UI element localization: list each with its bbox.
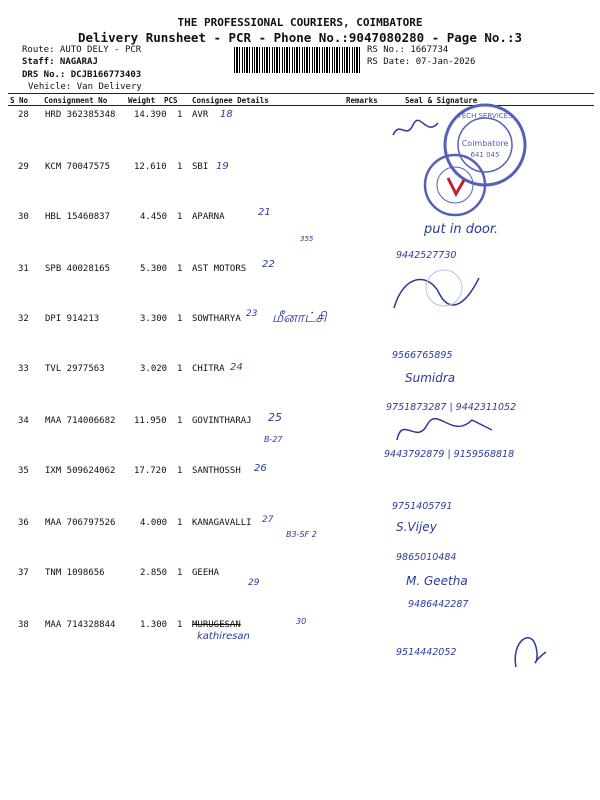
consignee: AVR <box>192 110 209 120</box>
sno: 28 <box>18 110 29 120</box>
consignee: APARNA <box>192 212 225 222</box>
signature-text: Sumidra <box>405 371 456 385</box>
phone-handwritten: 9442527730 <box>396 250 457 261</box>
weight: 11.950 <box>134 416 167 426</box>
consignment-no: TNM 1098656 <box>45 568 105 578</box>
handwritten-number: 30 <box>296 617 307 626</box>
consignment-no: TVL 2977563 <box>45 364 105 374</box>
phone-handwritten: 9865010484 <box>396 552 457 563</box>
rs-date: RS Date: 07-Jan-2026 <box>367 57 476 67</box>
weight: 12.610 <box>134 162 167 172</box>
pcs: 1 <box>177 416 183 426</box>
sno: 33 <box>18 364 29 374</box>
stamp-faded <box>384 268 484 316</box>
signature-text: M. Geetha <box>406 574 468 588</box>
stamp-text-city: Coimbatore <box>461 139 509 148</box>
pcs: 1 <box>177 466 183 476</box>
weight: 14.390 <box>134 110 167 120</box>
weight: 2.850 <box>140 568 168 578</box>
weight: 3.300 <box>140 314 168 324</box>
phone-handwritten: 9443792879 | 9159568818 <box>384 449 515 460</box>
pcs: 1 <box>177 364 183 374</box>
handwritten-number: 22 <box>262 259 275 270</box>
phone-handwritten: 9751405791 <box>392 501 453 512</box>
consignee: GEEHA <box>192 568 220 578</box>
drs-label: DRS No.: DCJB166773403 <box>22 70 142 80</box>
handwritten-number: 27 <box>262 515 274 525</box>
handwritten-remark: put in door. <box>424 222 499 237</box>
sno: 36 <box>18 518 29 528</box>
consignment-no: MAA 706797526 <box>45 518 116 528</box>
phone-handwritten: 9566765895 <box>392 350 453 361</box>
handwritten-number: 21 <box>258 207 271 218</box>
header-rule-top <box>8 93 594 94</box>
barcode <box>234 47 362 73</box>
handwritten-number: 25 <box>268 411 282 424</box>
pcs: 1 <box>177 568 183 578</box>
pcs: 1 <box>177 314 183 324</box>
weight: 4.000 <box>140 518 168 528</box>
handwritten-tamil: மீனாட்சி <box>272 310 327 326</box>
consignment-no: DPI 914213 <box>45 314 100 324</box>
weight: 3.020 <box>140 364 168 374</box>
vehicle-label: Vehicle: Van Delivery <box>28 82 142 92</box>
consignment-no: HBL 15460837 <box>45 212 111 222</box>
rs-number: RS No.: 1667734 <box>367 45 449 55</box>
pcs: 1 <box>177 518 183 528</box>
consignee: GOVINTHARAJ <box>192 416 252 426</box>
sno: 29 <box>18 162 29 172</box>
sno: 37 <box>18 568 29 578</box>
consignment-no: IXM 509624062 <box>45 466 116 476</box>
sno: 32 <box>18 314 29 324</box>
pcs: 1 <box>177 620 183 630</box>
handwritten-number: 26 <box>254 463 267 474</box>
company-title: THE PROFESSIONAL COURIERS, COIMBATORE <box>177 16 423 29</box>
stamp-text-pin: 641 045 <box>470 151 500 159</box>
runsheet-subtitle: Delivery Runsheet - PCR - Phone No.:9047080280 - Page No.:3 <box>77 30 522 45</box>
handwritten-number: 19 <box>216 161 229 172</box>
consignment-no: SPB 40028165 <box>45 264 111 274</box>
sno: 30 <box>18 212 29 222</box>
signature-scribble <box>388 115 448 145</box>
phone-handwritten: 9751873287 | 9442311052 <box>386 402 517 413</box>
sno: 31 <box>18 264 29 274</box>
consignment-no: MAA 714328844 <box>45 620 116 630</box>
weight: 5.300 <box>140 264 168 274</box>
consignment-no: HRD 362385348 <box>45 110 116 120</box>
pcs: 1 <box>177 212 183 222</box>
handwritten-number: 29 <box>248 578 260 588</box>
phone-handwritten: 9486442287 <box>408 599 469 610</box>
staff-label: Staff: NAGARAJ <box>22 57 98 67</box>
col-weight: Weight <box>128 96 156 105</box>
weight: 17.720 <box>134 466 167 476</box>
weight: 1.300 <box>140 620 168 630</box>
pcs: 1 <box>177 110 183 120</box>
sno: 38 <box>18 620 29 630</box>
stamp-text-top: TECH SERVICES <box>457 112 513 120</box>
weight: 4.450 <box>140 212 168 222</box>
signature-text: S.Vijey <box>396 520 437 534</box>
col-consignee: Consignee Details <box>192 96 269 105</box>
pcs: 1 <box>177 162 183 172</box>
consignment-no: KCM 70047575 <box>45 162 111 172</box>
col-pcs: PCS <box>164 96 178 105</box>
handwritten-number: 23 <box>246 309 258 319</box>
col-seal-signature: Seal & Signature <box>405 96 478 105</box>
handwritten-name: kathiresan <box>197 631 250 642</box>
consignee: SOWTHARYA <box>192 314 241 324</box>
consignee-struck: MURUGESAN <box>192 620 241 630</box>
consignee: AST MOTORS <box>192 264 247 274</box>
handwritten-note: B-27 <box>264 435 283 444</box>
col-sno: S No <box>10 96 29 105</box>
consignee: SANTHOSSH <box>192 466 241 476</box>
phone-handwritten: 9514442052 <box>396 647 457 658</box>
consignee: SBI <box>192 162 209 172</box>
handwritten-number: 18 <box>220 109 233 120</box>
consignment-no: MAA 714006682 <box>45 416 116 426</box>
handwritten-note: 355 <box>300 235 314 243</box>
route-label: Route: AUTO DELY - PCR <box>22 45 142 55</box>
secondary-stamp <box>420 150 490 220</box>
pcs: 1 <box>177 264 183 274</box>
consignee: CHITRA <box>192 364 225 374</box>
sno: 35 <box>18 466 29 476</box>
sno: 34 <box>18 416 29 426</box>
col-consignment: Consignment No <box>44 96 108 105</box>
signature-scribble <box>506 622 551 672</box>
signature-scribble <box>392 410 502 450</box>
col-remarks: Remarks <box>346 96 378 105</box>
handwritten-note: B3-SF 2 <box>286 530 317 539</box>
consignee: KANAGAVALLI <box>192 518 252 528</box>
handwritten-number: 24 <box>230 362 243 373</box>
